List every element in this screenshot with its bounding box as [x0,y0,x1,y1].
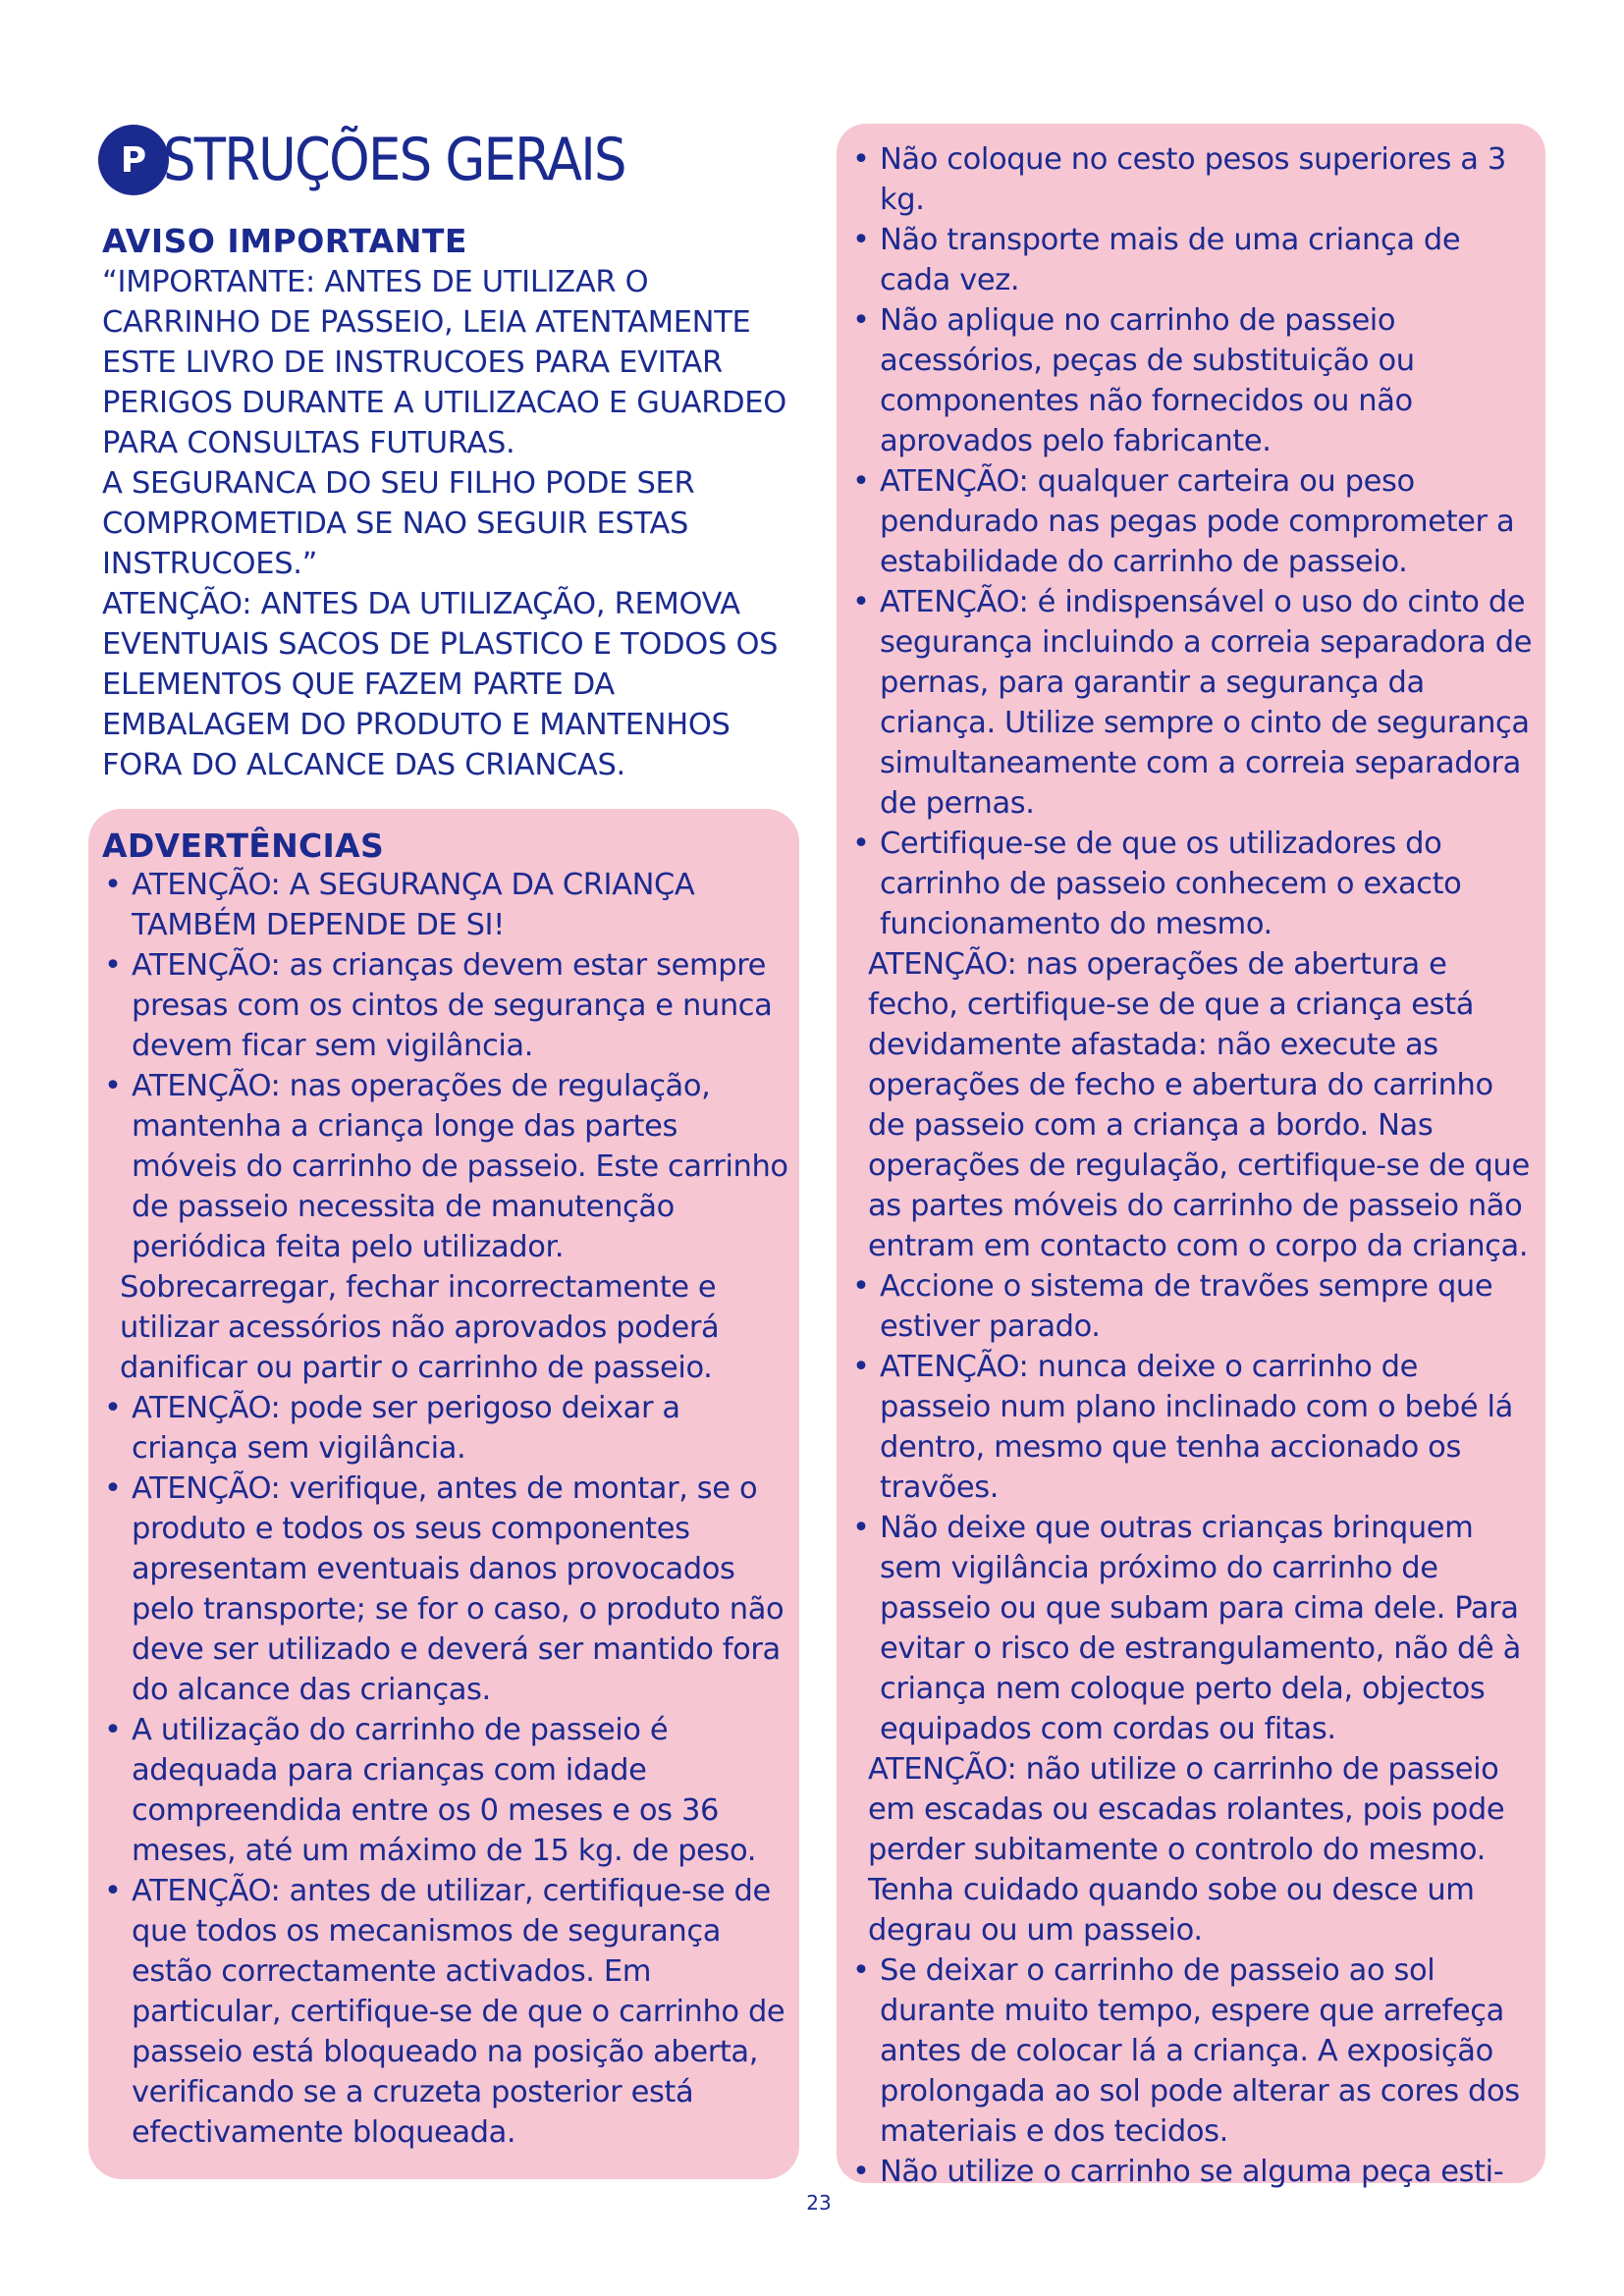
warning-item: ATENÇÃO: nas operações de abertura e fecho, certifique-se de que a criança está devidamente afastada: não execute as operações de fecho e abertura do carrinho de passeio com a criança a bordo. Nas operações de regulação, certifique-se de que as partes móveis do carrinho de passeio não entram em contacto com o corpo da criança. [868,947,1530,1263]
warning-item: • ATENÇÃO: qualquer carteira ou peso pendurado nas pegas pode comprometer a estabilidade do carrinho de passeio. [850,461,1538,582]
warnings-list-right [850,139,1538,2192]
warning-item: • Não aplique no carrinho de passeio acessórios, peças de substituição ou componentes não fornecidos ou não aprovados pelo fabricante. [850,300,1538,461]
page-title-text: STRUÇÕES GERAIS [163,126,625,194]
warning-item: • Não coloque no cesto pesos superiores a 3 kg. [850,139,1538,220]
page-title [98,118,688,202]
warning-item: • Não deixe que outras crianças brinquem sem vigilância próximo do carrinho de passeio ou que subam para cima dele. Para evitar o risco de estrangulamento, não dê à criança nem coloque perto dela, objectos equipados com cordas ou fitas. [850,1508,1538,1749]
warning-item: • ATENÇÃO: as crianças devem estar sempre presas com os cintos de segurança e nunca devem ficar sem vigilância. [102,945,789,1066]
warning-item: • Certifique-se de que os utilizadores do carrinho de passeio conhecem o exacto funcionamento do mesmo. [850,824,1538,944]
warning-item: • ATENÇÃO: verifique, antes de montar, se o produto e todos os seus componentes apresentam eventuais danos provocados pelo transporte; se for o caso, o produto não deve ser utilizado e deverá ser mantido fora do alcance das crianças. [102,1468,789,1710]
page-number: 23 [806,2191,832,2215]
important-notice-paragraph-2: A SEGURANCA DO SEU FILHO PODE SER COMPROMETIDA SE NAO SEGUIR ESTAS INSTRUCOES.” [102,466,695,581]
important-notice [102,222,789,785]
warning-item: • Accione o sistema de travões sempre que estiver parado. [850,1266,1538,1347]
warning-item: • ATENÇÃO: nunca deixe o carrinho de passeio num plano inclinado com o bebé lá dentro, mesmo que tenha accionado os travões. [850,1347,1538,1508]
warning-item: • ATENÇÃO: nas operações de regulação, mantenha a criança longe das partes móveis do carrinho de passeio. Este carrinho de passeio necessita de manutenção periódica feita pelo utilizador. [102,1066,789,1267]
warning-item: • Não utilize o carrinho se alguma peça esti- [850,2152,1538,2192]
warnings-heading: ADVERTÊNCIAS [102,827,385,865]
important-notice-paragraph-3: ATENÇÃO: ANTES DA UTILIZAÇÃO, REMOVA EVENTUAIS SACOS DE PLASTICO E TODOS OS ELEMENTOS QUE FAZEM PARTE DA EMBALAGEM DO PRODUTO E MANTENHOS FORA DO ALCANCE DAS CRIANCAS. [102,587,779,782]
warning-item: Sobrecarregar, fechar incorrectamente e utilizar acessórios não aprovados poderá danificar ou partir o carrinho de passeio. [120,1270,720,1385]
important-notice-heading: AVISO IMPORTANTE [102,222,467,260]
important-notice-paragraph-1: “IMPORTANTE: ANTES DE UTILIZAR O CARRINHO DE PASSEIO, LEIA ATENTAMENTE ESTE LIVRO DE INSTRUCOES PARA EVITAR PERIGOS DURANTE A UTILIZACAO E GUARDEO PARA CONSULTAS FUTURAS. [102,265,786,460]
warning-item: ATENÇÃO: não utilize o carrinho de passeio em escadas ou escadas rolantes, pois pode perder subitamente o controlo do mesmo. Tenha cuidado quando sobe ou desce um degrau ou um passeio. [868,1752,1505,1948]
warning-item: • ATENÇÃO: A SEGURANÇA DA CRIANÇA TAMBÉM DEPENDE DE SI! [102,865,789,945]
warning-item: • ATENÇÃO: antes de utilizar, certifique-se de que todos os mecanismos de segurança estão correctamente activados. Em particular, certifique-se de que o carrinho de passeio está bloqueado na posição aberta, verificando se a cruzeta posterior está efectivamente bloqueada. [102,1871,789,2153]
language-badge: P [98,125,169,195]
warning-item: • ATENÇÃO: pode ser perigoso deixar a criança sem vigilância. [102,1388,789,1468]
warning-item: • Não transporte mais de uma criança de cada vez. [850,220,1538,300]
warnings-list-left [102,865,789,2153]
warnings-panel-right [837,124,1545,2189]
warning-item: • A utilização do carrinho de passeio é adequada para crianças com idade compreendida entre os 0 meses e os 36 meses, até um máximo de 15 kg. de peso. [102,1710,789,1871]
warnings-panel-left [88,809,799,2179]
warning-item: • Se deixar o carrinho de passeio ao sol durante muito tempo, espere que arrefeça antes de colocar lá a criança. A exposição prolongada ao sol pode alterar as cores dos materiais e dos tecidos. [850,1950,1538,2152]
warning-item: • ATENÇÃO: é indispensável o uso do cinto de segurança incluindo a correia separadora de pernas, para garantir a segurança da criança. Utilize sempre o cinto de segurança simultaneamente com a correia separadora de pernas. [850,582,1538,824]
